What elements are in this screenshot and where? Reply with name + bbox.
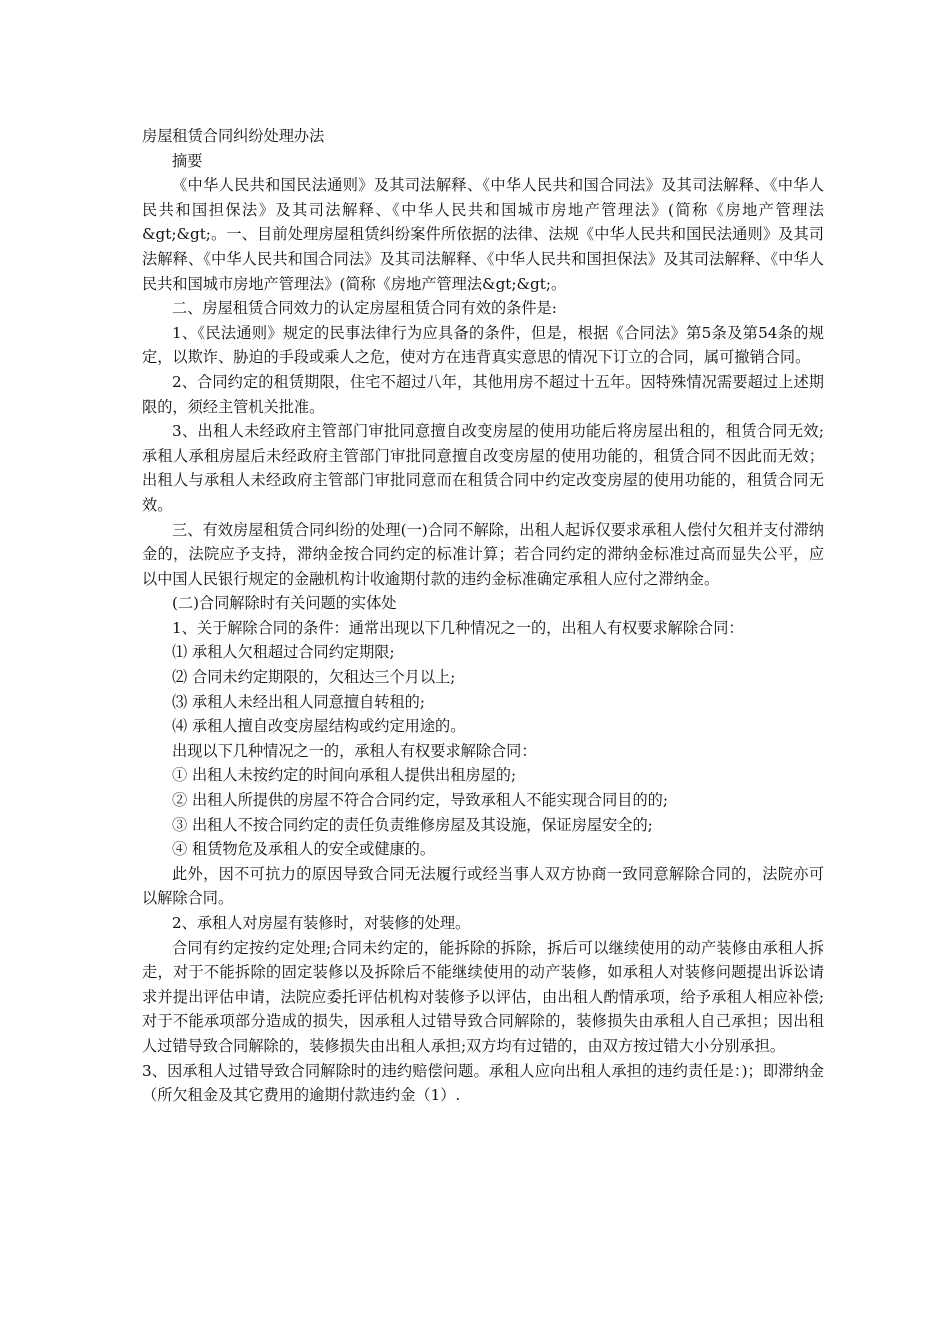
- paragraph-validity-3: 3、出租人未经政府主管部门审批同意擅自改变房屋的使用功能后将房屋出租的，租赁合同无效;承租人承租房屋后未经政府主管部门审批同意擅自改变房屋的使用功能的，租赁合同不因此而无效；出租人与承租人未经政府主管部门审批同意而在租赁合同中约定改变房屋的使用功能的，租赁合同无效。: [142, 422, 824, 514]
- subheading-termination: (二)合同解除时有关问题的实体处: [172, 594, 397, 613]
- paragraph-breach-compensation: 3、因承租人过错导致合同解除时的违约赔偿问题。承租人应向出租人承担的违约责任是：)；即滞纳金（所欠租金及其它费用的逾期付款违约金（1）.: [142, 1061, 824, 1105]
- paragraph-decoration: 合同有约定按约定处理;合同未约定的，能拆除的拆除，拆后可以继续使用的动产装修由承租人拆走，对于不能拆除的固定装修以及拆除后不能继续使用的动产装修，如承租人对装修问题提出诉讼请求并提出评估申请，法院应委托评估机构对装修予以评估，由出租人酌情承项，给予承租人相应补偿;对于不能承项部分造成的损失，因承租人过错导致合同解除的，装修损失由承租人自己承担；因出租人过错导致合同解除的，装修损失由出租人承担;双方均有过错的，由双方按过错大小分别承担。: [142, 938, 824, 1055]
- list-item: ⑴ 承租人欠租超过合同约定期限;: [172, 643, 395, 662]
- list-item: ⑷ 承租人擅自改变房屋结构或约定用途的。: [172, 717, 466, 736]
- paragraph-validity-2: 2、合同约定的租赁期限，住宅不超过八年，其他用房不超过十五年。因特殊情况需要超过上述期限的，须经主管机关批准。: [142, 372, 824, 416]
- paragraph-termination-conditions: 1、关于解除合同的条件：通常出现以下几种情况之一的，出租人有权要求解除合同：: [172, 618, 744, 637]
- paragraph-force-majeure: 此外，因不可抗力的原因导致合同无法履行或经当事人双方协商一致同意解除合同的，法院亦可以解除合同。: [142, 864, 824, 908]
- paragraph-laws: 《中华人民共和国民法通则》及其司法解释、《中华人民共和国合同法》及其司法解释、《中华人民共和国担保法》及其司法解释、《中华人民共和国城市房地产管理法》(简称《房地产管理法&gt;&gt;。一、目前处理房屋租赁纠纷案件所依据的法律、法规《中华人民共和国民法通则》及其司法解释、《中华人民共和国合同法》及其司法解释、《中华人民共和国担保法》及其司法解释、《中华人民共和国城市房地产管理法》(简称《房地产管理法&gt;&gt;。: [142, 176, 824, 293]
- list-item: ⑵ 合同未约定期限的，欠租达三个月以上;: [172, 668, 456, 687]
- abstract-label: 摘要: [172, 151, 203, 170]
- section-heading-handling: 三、有效房屋租赁合同纠纷的处理(一)合同不解除，出租人起诉仅要求承租人偿付欠租并支付滞纳金的，法院应予支持，滞纳金按合同约定的标准计算；若合同约定的滞纳金标准过高而显失公平，应以中国人民银行规定的金融机构计收逾期付款的违约金标准确定承租人应付之滞纳金。: [142, 520, 824, 588]
- document-page: [142, 124, 824, 1108]
- list-item: ④ 租赁物危及承租人的安全或健康的。: [172, 840, 436, 859]
- paragraph-tenant-rights: 出现以下几种情况之一的，承租人有权要求解除合同：: [172, 741, 537, 760]
- list-item: ③ 出租人不按合同约定的责任负责维修房屋及其设施，保证房屋安全的;: [172, 815, 653, 834]
- paragraph-decoration-heading: 2、承租人对房屋有装修时，对装修的处理。: [172, 914, 471, 932]
- document-title: 房屋租赁合同纠纷处理办法: [142, 127, 325, 145]
- paragraph-validity-1: 1、《民法通则》规定的民事法律行为应具备的条件，但是，根据《合同法》第5条及第54条的规定，以欺诈、胁迫的手段或乘人之危，使对方在违背真实意思的情况下订立的合同，属可撤销合同。: [142, 323, 824, 367]
- list-item: ① 出租人未按约定的时间向承租人提供出租房屋的;: [172, 766, 517, 785]
- section-heading-validity: 二、房屋租赁合同效力的认定房屋租赁合同有效的条件是:: [172, 299, 557, 318]
- list-item: ⑶ 承租人未经出租人同意擅自转租的;: [172, 692, 425, 711]
- list-item: ② 出租人所提供的房屋不符合合同约定，导致承租人不能实现合同目的的;: [172, 791, 668, 810]
